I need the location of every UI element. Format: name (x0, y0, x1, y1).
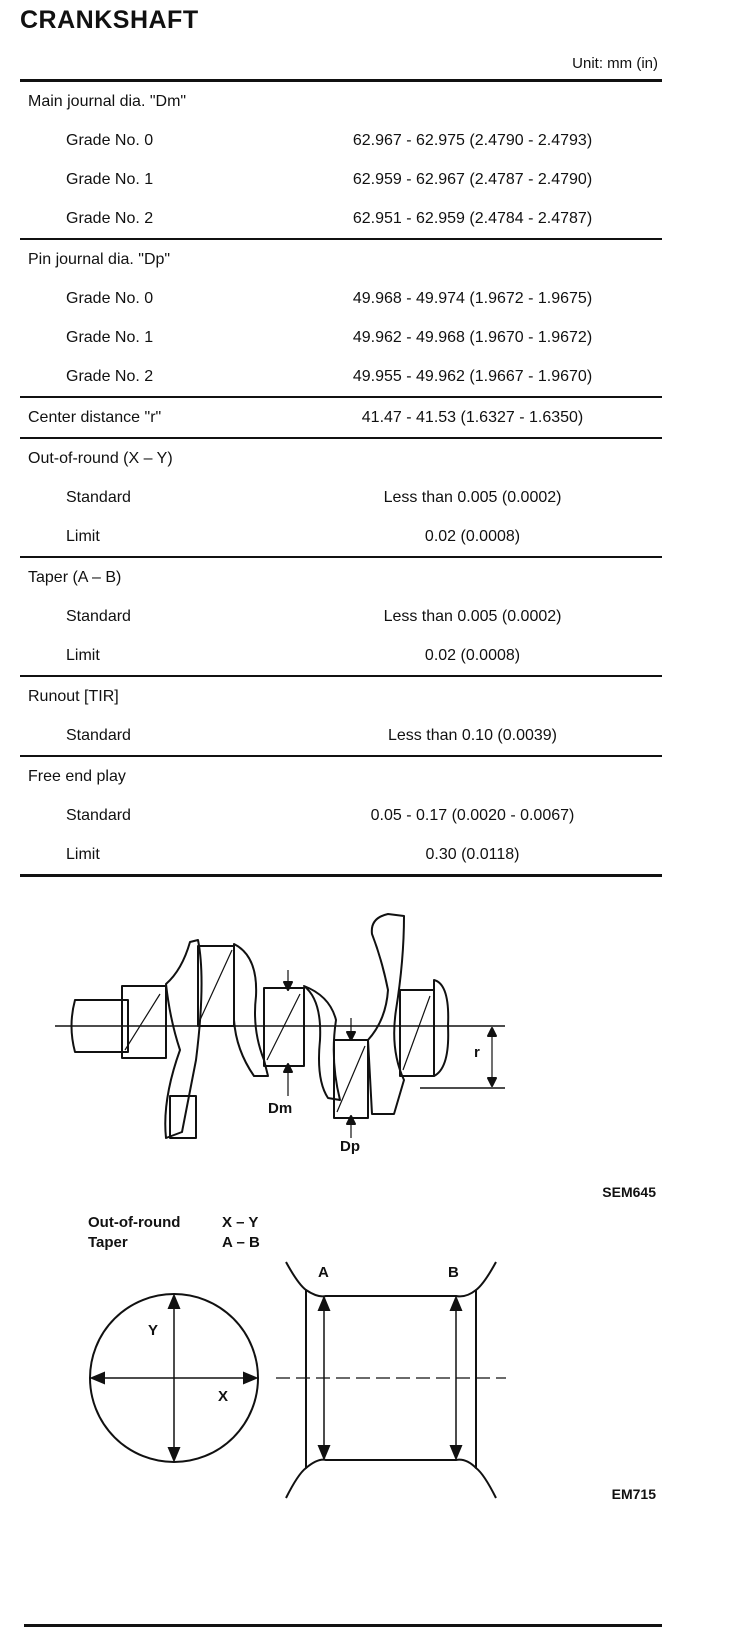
b-arrow-head (451, 1298, 461, 1310)
table-row (20, 676, 662, 716)
legend-oor-value: X – Y (222, 1214, 259, 1231)
row-label: Limit (20, 636, 283, 676)
figure-code: SEM645 (602, 1184, 656, 1200)
rear-flange (434, 980, 448, 1076)
r-label: r (474, 1044, 480, 1061)
figure-code: EM715 (611, 1486, 656, 1502)
right-fillet (476, 1262, 496, 1498)
row-value (283, 756, 662, 796)
row-label: Grade No. 0 (66, 131, 154, 149)
table-row (20, 796, 662, 835)
table-row (20, 597, 662, 636)
b-arrow-head (451, 1446, 461, 1458)
row-value (283, 81, 662, 122)
journal-bottom-edge (306, 1460, 476, 1468)
table-row (20, 81, 662, 122)
row-value: 49.962 - 49.968 (1.9670 - 1.9672) (352, 328, 593, 346)
row-label: Standard (20, 716, 283, 756)
journal-top-edge (306, 1290, 476, 1296)
a-arrow-head (319, 1298, 329, 1310)
legend-taper-value: A – B (222, 1234, 260, 1251)
row-value: 0.05 - 0.17 (0.0020 - 0.0067) (370, 806, 575, 824)
row-label: Grade No. 2 (20, 199, 283, 239)
y-arrow-head (169, 1448, 179, 1460)
hatch-line (337, 1046, 365, 1112)
dm-label: Dm (268, 1100, 293, 1117)
row-value (283, 676, 662, 716)
row-label: Main journal dia. "Dm" (28, 92, 187, 110)
row-label: Free end play (28, 767, 126, 785)
hatch-line (200, 950, 232, 1020)
r-arrow-head (488, 1028, 496, 1036)
row-value: Less than 0.005 (0.0002) (383, 607, 562, 625)
row-value: Less than 0.005 (0.0002) (383, 488, 562, 506)
crankshaft-drawing (0, 900, 736, 1210)
row-label: Limit (20, 517, 283, 557)
page-title: CRANKSHAFT (20, 6, 199, 34)
crank-web (234, 944, 268, 1076)
bottom-rule (24, 1624, 662, 1627)
dp-label: Dp (340, 1138, 360, 1155)
row-value: 49.968 - 49.974 (1.9672 - 1.9675) (352, 289, 593, 307)
x-label: X (218, 1388, 229, 1405)
row-label: Pin journal dia. "Dp" (28, 250, 171, 268)
row-value: 62.959 - 62.967 (2.4787 - 2.4790) (352, 170, 593, 188)
table-row (20, 636, 662, 676)
table-row (20, 438, 662, 478)
spec-table (20, 48, 662, 877)
y-label: Y (148, 1322, 159, 1339)
table-row (20, 357, 662, 397)
table-row (20, 517, 662, 557)
table-row (20, 397, 662, 438)
row-label: Out-of-round (X – Y) (28, 449, 173, 467)
hatch-line (125, 994, 160, 1050)
b-label: B (448, 1264, 459, 1281)
table-row (20, 716, 662, 756)
r-arrow-head (488, 1078, 496, 1086)
table-row (20, 121, 662, 160)
hatch-line (403, 996, 430, 1070)
table-row (20, 239, 662, 279)
table-row (20, 756, 662, 796)
row-value (283, 239, 662, 279)
x-arrow-head (92, 1373, 104, 1383)
row-label: Grade No. 0 (66, 289, 154, 307)
a-label: A (318, 1264, 329, 1281)
row-label: Limit (20, 835, 283, 876)
row-label: Grade No. 1 (66, 170, 154, 188)
row-label: Center distance "r" (20, 397, 283, 438)
table-row (20, 160, 662, 199)
y-arrow-head (169, 1296, 179, 1308)
row-value (283, 557, 662, 597)
unit-label: Unit: mm (in) (20, 48, 662, 81)
unit-row (20, 48, 662, 81)
row-value: 0.30 (0.0118) (283, 835, 662, 876)
legend-taper-label: Taper (88, 1234, 128, 1251)
row-value: 0.02 (0.0008) (283, 517, 662, 557)
table-row (20, 478, 662, 517)
table-row (20, 557, 662, 597)
dp-arrow-head (347, 1032, 355, 1040)
row-label: Taper (A – B) (28, 568, 122, 586)
legend-oor-label: Out-of-round (88, 1214, 181, 1231)
x-arrow-head (244, 1373, 256, 1383)
table-row (20, 835, 662, 876)
left-fillet (286, 1262, 306, 1498)
hatch-line (267, 994, 300, 1060)
row-label: Grade No. 2 (20, 357, 283, 397)
table-row (20, 199, 662, 239)
row-value: 41.47 - 41.53 (1.6327 - 1.6350) (283, 397, 662, 438)
row-value: 62.951 - 62.959 (2.4784 - 2.4787) (283, 199, 662, 239)
out-of-round-taper-drawing (0, 1212, 736, 1512)
row-value: Less than 0.10 (0.0039) (283, 716, 662, 756)
row-label: Standard (66, 488, 131, 506)
row-label: Standard (66, 607, 131, 625)
row-label: Standard (66, 806, 131, 824)
crankshaft-figure (0, 900, 736, 1210)
row-value (283, 438, 662, 478)
row-label: Runout [TIR] (28, 687, 119, 705)
row-label: Grade No. 1 (66, 328, 154, 346)
row-value: 0.02 (0.0008) (283, 636, 662, 676)
row-value: 62.967 - 62.975 (2.4790 - 2.4793) (352, 131, 593, 149)
a-arrow-head (319, 1446, 329, 1458)
row-value: 49.955 - 49.962 (1.9667 - 1.9670) (283, 357, 662, 397)
tall-crank-web (368, 914, 404, 1114)
out-of-round-taper-figure (0, 1212, 736, 1512)
table-row (20, 279, 662, 318)
table-row (20, 318, 662, 357)
